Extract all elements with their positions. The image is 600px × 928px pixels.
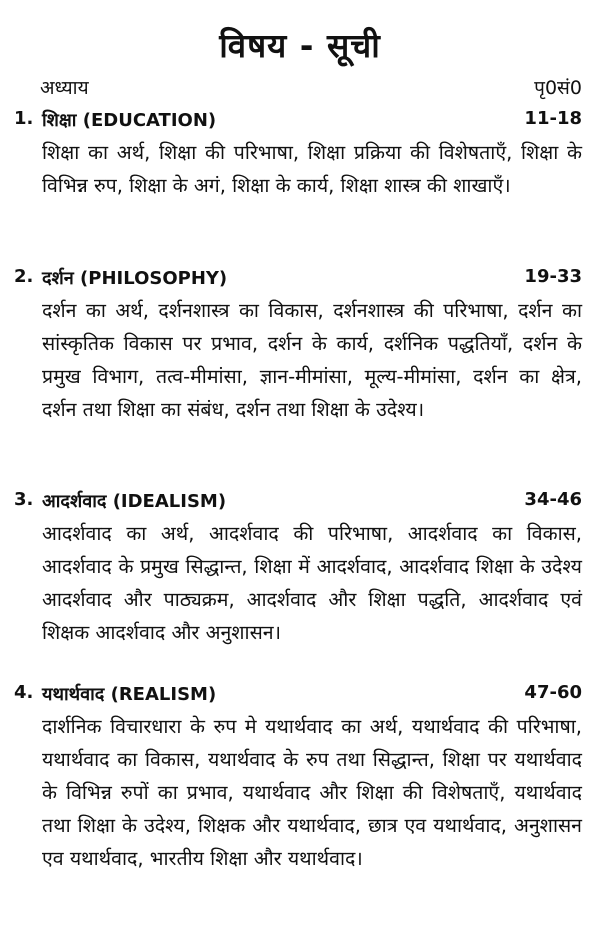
chapter-page-range: 34-46 [524, 489, 582, 510]
chapter-page-range: 47-60 [524, 682, 582, 703]
chapter-topics: दार्शनिक विचारधारा के रुप मे यथार्थवाद का अर्थ, यथार्थवाद की परिभाषा, यथार्थवाद का विकास, यथार्थवाद के रुप तथा सिद्धान्त, शिक्षा पर यथार्थवाद के विभिन्न रुपों का प्रभाव, यथार्थवाद और शिक्षा की विशेषताएँ, यथार्थवाद तथा शिक्षा के उदेश्य, शिक्षक और यथार्थवाद, छात्र एव यथार्थवाद, अनुशासन एव यथार्थवाद, भारतीय शिक्षा और यथार्थवाद। [42, 715, 582, 870]
toc-entry-education [14, 106, 582, 202]
chapter-page-range: 19-33 [524, 266, 582, 287]
column-header-row [40, 74, 582, 100]
chapter-page-range: 11-18 [524, 108, 582, 129]
toc-entry-heading-row [14, 680, 582, 710]
chapter-number: 1. [14, 108, 34, 129]
chapter-topics: दर्शन का अर्थ, दर्शनशास्त्र का विकास, दर्शनशास्त्र की परिभाषा, दर्शन का सांस्कृतिक विकास पर प्रभाव, दर्शन के कार्य, दर्शनिक पद्धतियाँ, दर्शन के प्रमुख विभाग, तत्व-मीमांसा, ज्ञान-मीमांसा, मूल्य-मीमांसा, दर्शन का क्षेत्र, दर्शन तथा शिक्षा का संबंध, दर्शन तथा शिक्षा के उदेश्य। [42, 299, 582, 421]
chapter-number: 4. [14, 682, 34, 703]
page-number-column-header: पृ0सं0 [534, 77, 582, 99]
chapter-title: शिक्षा (EDUCATION) [42, 110, 217, 131]
chapter-topics: आदर्शवाद का अर्थ, आदर्शवाद की परिभाषा, आदर्शवाद का विकास, आदर्शवाद के प्रमुख सिद्धान्त, शिक्षा में आदर्शवाद, आदर्शवाद शिक्षा के उदेश्य आदर्शवाद और पाठ्यक्रम, आदर्शवाद और शिक्षा पद्धति, आदर्शवाद एवं शिक्षक आदर्शवाद और अनुशासन। [42, 522, 582, 644]
toc-entry-philosophy [14, 264, 582, 426]
toc-entry-heading-row [14, 487, 582, 517]
chapter-topics: शिक्षा का अर्थ, शिक्षा की परिभाषा, शिक्षा प्रक्रिया की विशेषताएँ, शिक्षा के विभिन्न रुप, शिक्षा के अगं, शिक्षा के कार्य, शिक्षा शास्त्र की शाखाएँ। [42, 141, 582, 197]
toc-entry-idealism [14, 487, 582, 649]
chapter-column-header: अध्याय [40, 77, 89, 99]
chapter-title: दर्शन (PHILOSOPHY) [42, 268, 228, 289]
toc-entry-heading-row [14, 106, 582, 136]
chapter-title: आदर्शवाद (IDEALISM) [42, 491, 227, 512]
toc-entry-realism [14, 680, 582, 875]
chapter-number: 2. [14, 266, 34, 287]
chapter-title: यथार्थवाद (REALISM) [42, 684, 217, 705]
page-title: विषय - सूची [219, 26, 381, 65]
toc-entry-heading-row [14, 264, 582, 294]
chapter-number: 3. [14, 489, 34, 510]
